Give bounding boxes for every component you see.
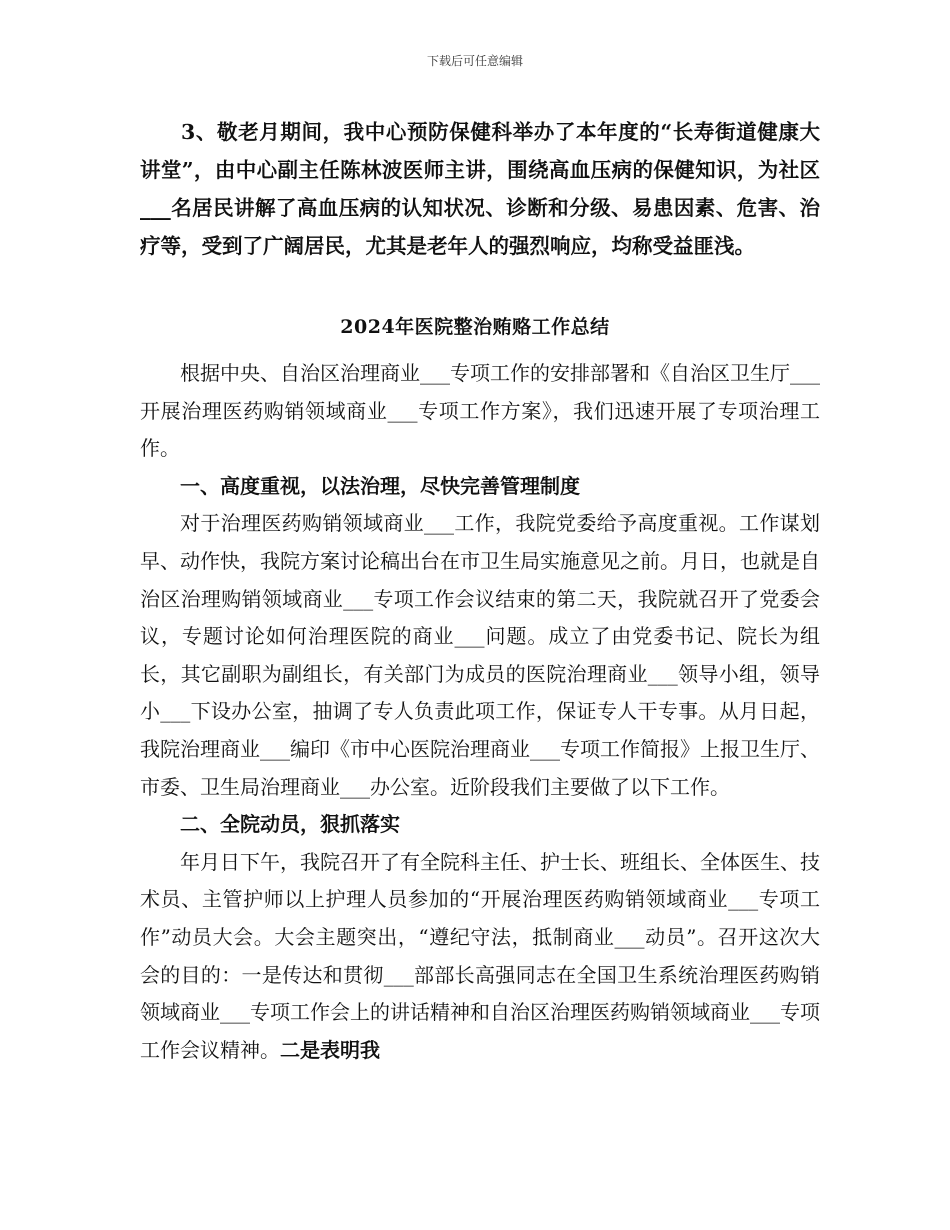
section-2-text: 年月日下午，我院召开了有全院科主任、护士长、班组长、全体医生、技术员、主管护师以上护理人员参加的“开展治理医药购销领域商业___专项工作”动员大会。大会主题突出，“遵纪守法，抵制商业___动员”。召开这次大会的目的：一是传达和贯彻___部部长高强同志在全国卫生系统治理医药购销领域商业___专项工作会上的讲话精神和自治区治理医药购销领域商业___专项工作会议精神。	[140, 849, 820, 1062]
document-body	[140, 355, 820, 1069]
section-1-paragraph: 对于治理医药购销领域商业___工作，我院党委给予高度重视。工作谋划早、动作快，我院方案讨论稿出台在市卫生局实施意见之前。月日，也就是自治区治理购销领域商业___专项工作会议结束的第二天，我院就召开了党委会议，专题讨论如何治理医院的商业___问题。成立了由党委书记、院长为组长，其它副职为副组长，有关部门为成员的医院治理商业___领导小组，领导小___下设办公室，抽调了专人负责此项工作，保证专人干专事。从月日起，我院治理商业___编印《市中心医院治理商业___专项工作简报》上报卫生厅、市委、卫生局治理商业___办公室。近阶段我们主要做了以下工作。	[140, 511, 820, 799]
document-title: 2024年医院整治贿赂工作总结	[340, 316, 610, 338]
section-2-heading: 二、全院动员，狠抓落实	[180, 812, 400, 837]
page-header: 下载后可任意编辑	[426, 54, 523, 68]
top-paragraph: 3、敬老月期间，我中心预防保健科举办了本年度的“长寿街道健康大讲堂”，由中心副主任陈林波医师主讲，围绕高血压病的保健知识，为社区___名居民讲解了高血压病的认知状况、诊断和分级、易患因素、危害、治疗等，受到了广阔居民，尤其是老年人的强烈响应，均称受益匪浅。	[140, 120, 820, 258]
section-1-heading: 一、高度重视，以法治理，尽快完善管理制度	[180, 473, 580, 498]
section-2-bold-tail: 二是表明我	[280, 1037, 380, 1062]
section-2-paragraph	[140, 844, 820, 1070]
intro-paragraph: 根据中央、自治区治理商业___专项工作的安排部署和《自治区卫生厅___开展治理医药购销领域商业___专项工作方案》，我们迅速开展了专项治理工作。	[140, 361, 820, 461]
